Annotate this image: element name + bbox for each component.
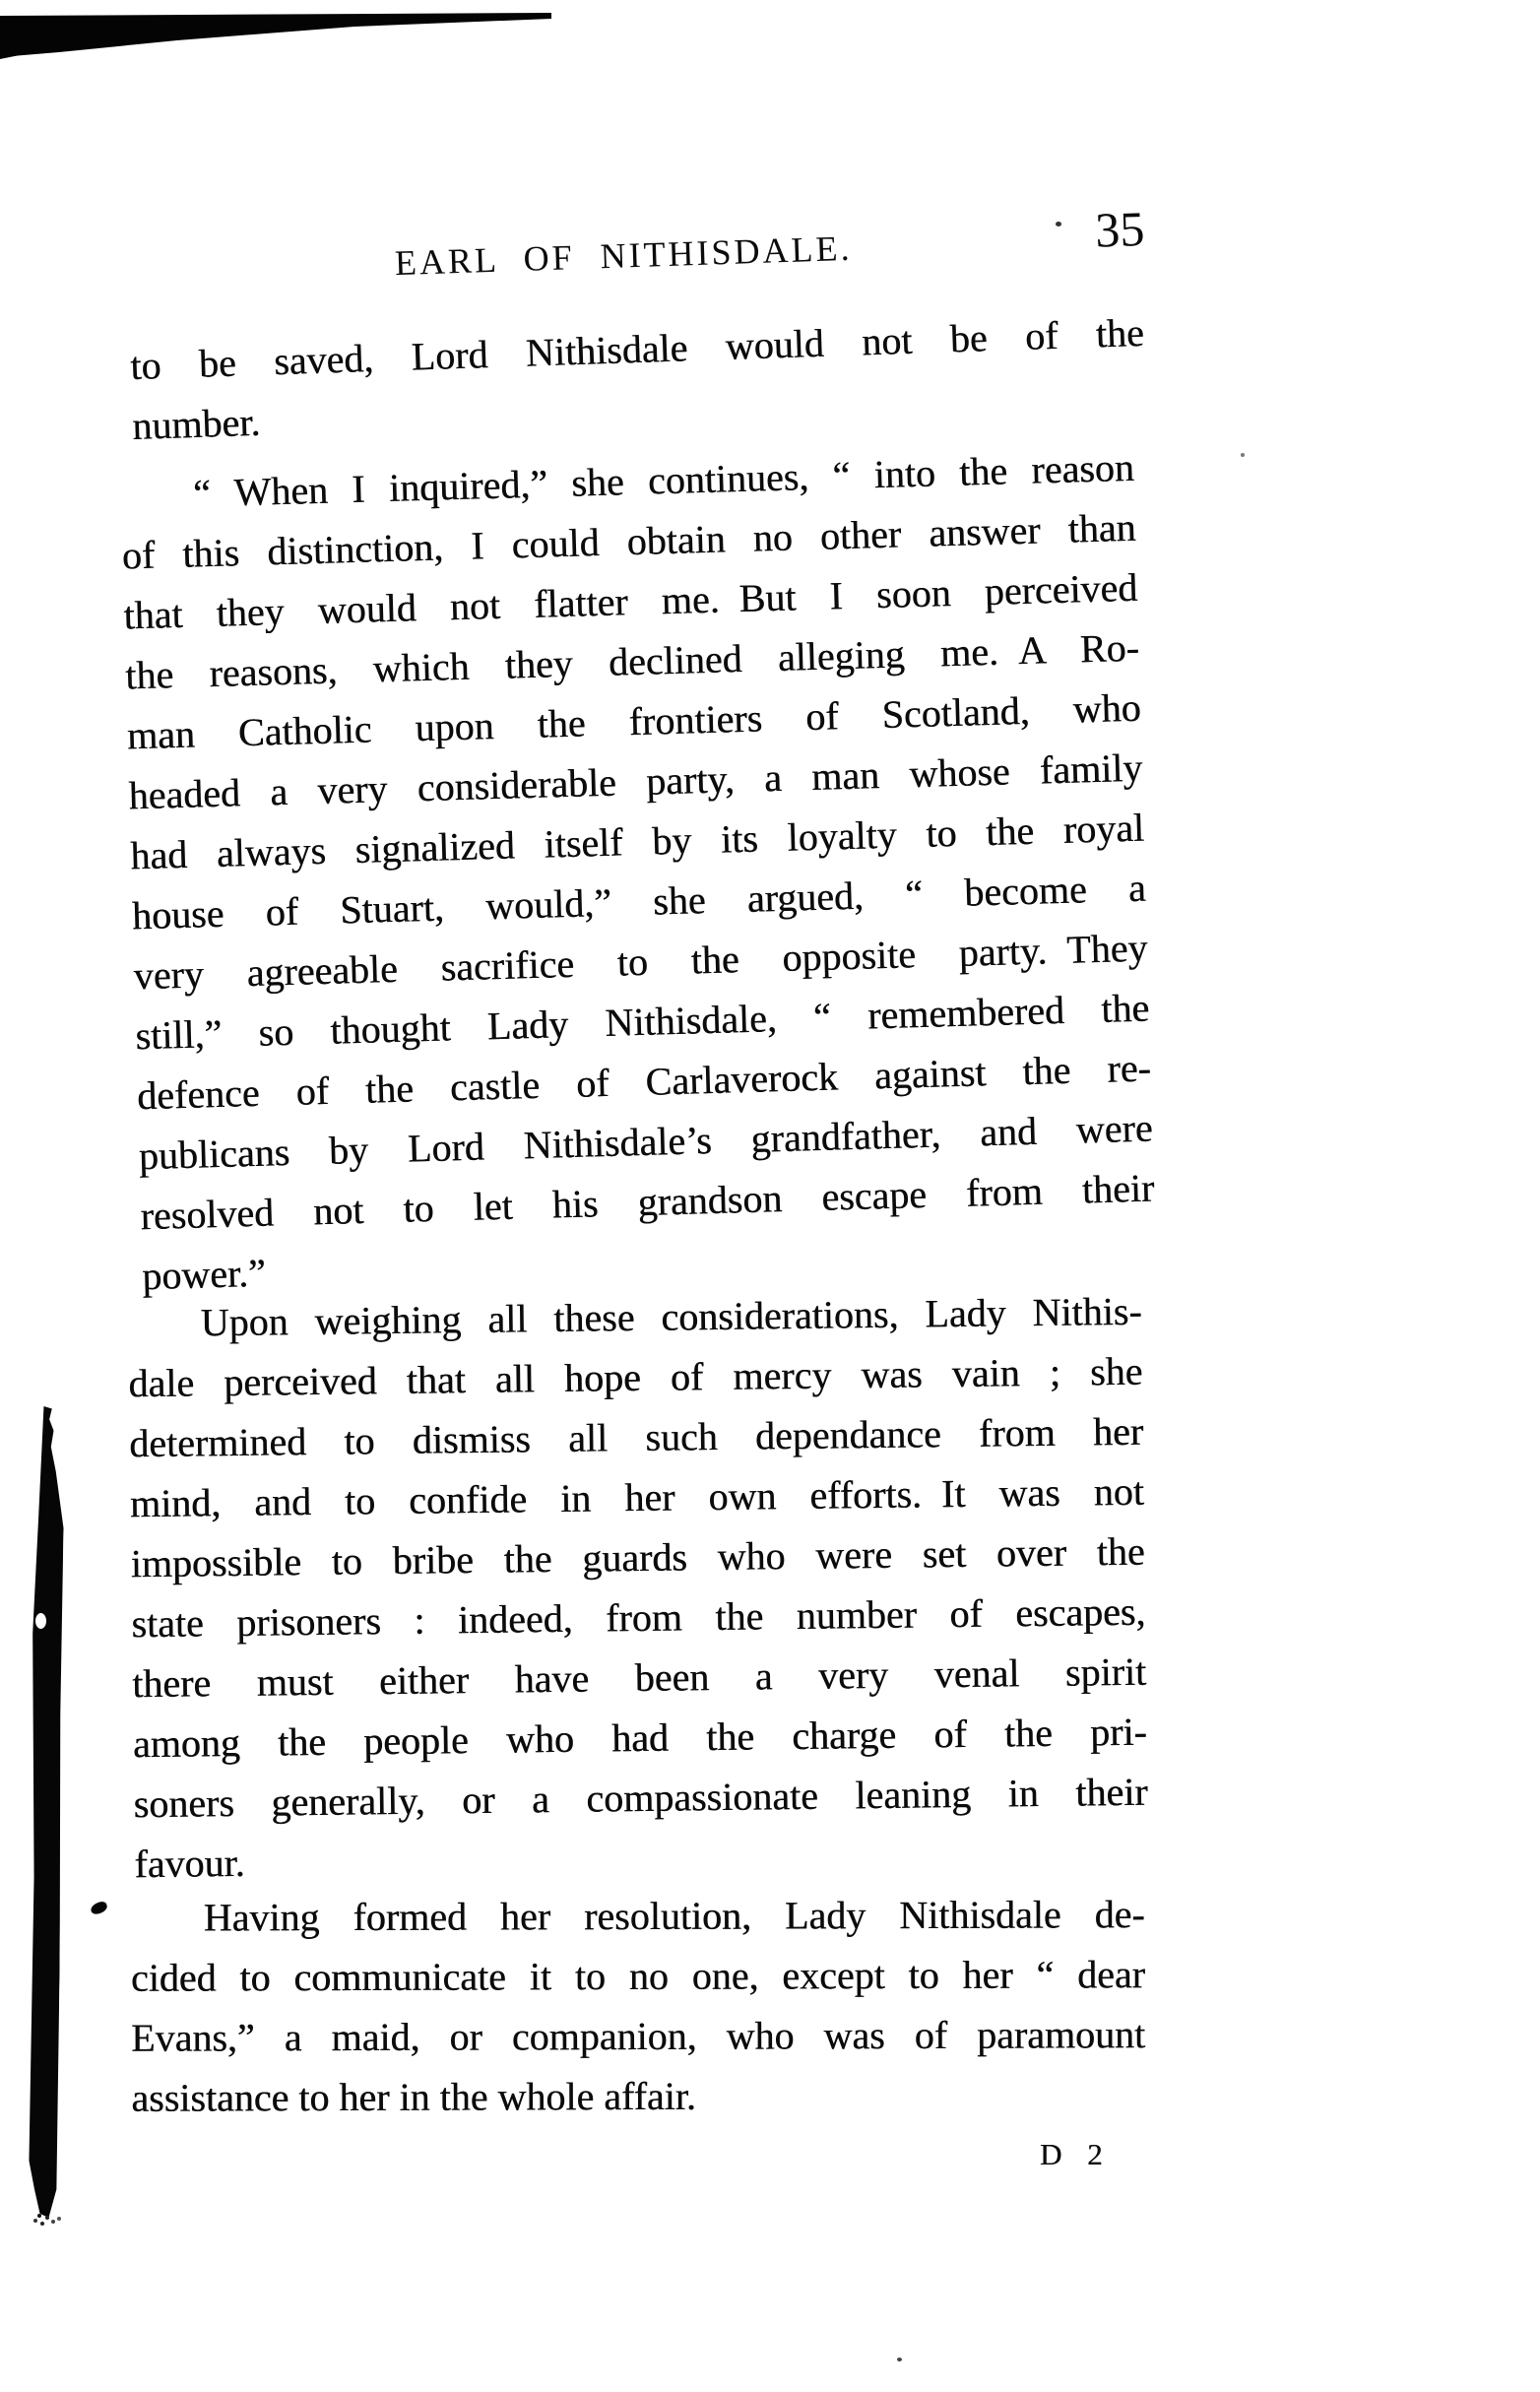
text-line: there must either have been a very venal spirit xyxy=(131,1649,1147,1707)
text-line: impossible to bribe the guards who were set over the xyxy=(130,1528,1145,1586)
text-line: Evans,” a maid, or companion, who was of paramount xyxy=(131,2012,1146,2060)
ink-speck xyxy=(1241,453,1245,457)
paragraph xyxy=(119,437,1156,1306)
text-line: to be saved, Lord Nithisdale would not be of the xyxy=(129,309,1145,389)
text-line: of this distinction, I could obtain no other answer than xyxy=(121,504,1137,578)
paragraph xyxy=(129,302,1146,456)
text-line: had always signalized itself by its loyalty to the royal xyxy=(129,805,1145,878)
page-number: 35 xyxy=(1094,200,1146,258)
text-line: “ When I inquired,” she continues, “ into the reason xyxy=(192,444,1135,516)
text-line: assistance to her in the whole affair. xyxy=(131,2073,696,2120)
text-line: still,” so thought Lady Nithisdale, “ remembered the xyxy=(134,985,1150,1059)
text-line: among the people who had the charge of the pri- xyxy=(132,1709,1148,1767)
text-line: Having formed her resolution, Lady Nithisdale de- xyxy=(203,1892,1145,1940)
text-line: publicans by Lord Nithisdale’s grandfather, and were xyxy=(138,1105,1154,1179)
text-line: state prisoners : indeed, from the number of escapes, xyxy=(131,1588,1146,1647)
text-line: Upon weighing all these considerations, Lady Nithis- xyxy=(200,1288,1142,1345)
signature-mark: D 2 xyxy=(1040,2137,1104,2171)
scan-artifact-bar-fringe xyxy=(37,2214,41,2218)
text-line: that they would not flatter me. But I soon perceived xyxy=(122,564,1138,638)
text-line: headed a very considerable party, a man whose family xyxy=(128,744,1143,818)
text-line: the reasons, which they declined alleging me. A Ro- xyxy=(124,624,1140,698)
text-line: dale perceived that all hope of mercy was vain ; she xyxy=(128,1348,1143,1406)
text-line: resolved not to let his grandson escape from their xyxy=(139,1165,1155,1239)
ink-speck xyxy=(1056,222,1061,226)
text-line: favour. xyxy=(134,1840,245,1887)
paragraph xyxy=(131,1884,1146,2128)
text-line: power.” xyxy=(141,1250,267,1299)
scan-artifact-top-wedge xyxy=(0,0,591,128)
text-line: very agreeable sacrifice to the opposite party. They xyxy=(133,925,1148,999)
text-line: soners generally, or a compassionate leaning in their xyxy=(133,1769,1148,1827)
text-line: mind, and to confide in her own efforts. It was not xyxy=(129,1468,1145,1526)
paragraph xyxy=(127,1281,1148,1895)
page-header xyxy=(130,200,1146,304)
text-line: house of Stuart, would,” she argued, “ become a xyxy=(131,865,1147,938)
text-line: determined to dismiss all such dependance from her xyxy=(128,1408,1144,1466)
ink-speck xyxy=(897,2358,902,2361)
text-line: cided to communicate it to no one, except to her “ dear xyxy=(130,1952,1145,2000)
scan-artifact-bar-hole xyxy=(35,1613,46,1629)
text-line: number. xyxy=(131,399,261,449)
running-head-title: EARL OF NITHISDALE. xyxy=(394,227,854,284)
text-line: man Catholic upon the frontiers of Scotland, who xyxy=(126,684,1142,758)
ink-blob xyxy=(90,1901,109,1916)
scan-artifact-left-bar xyxy=(26,1406,64,2218)
text-line: defence of the castle of Carlaverock against the re- xyxy=(136,1045,1152,1119)
